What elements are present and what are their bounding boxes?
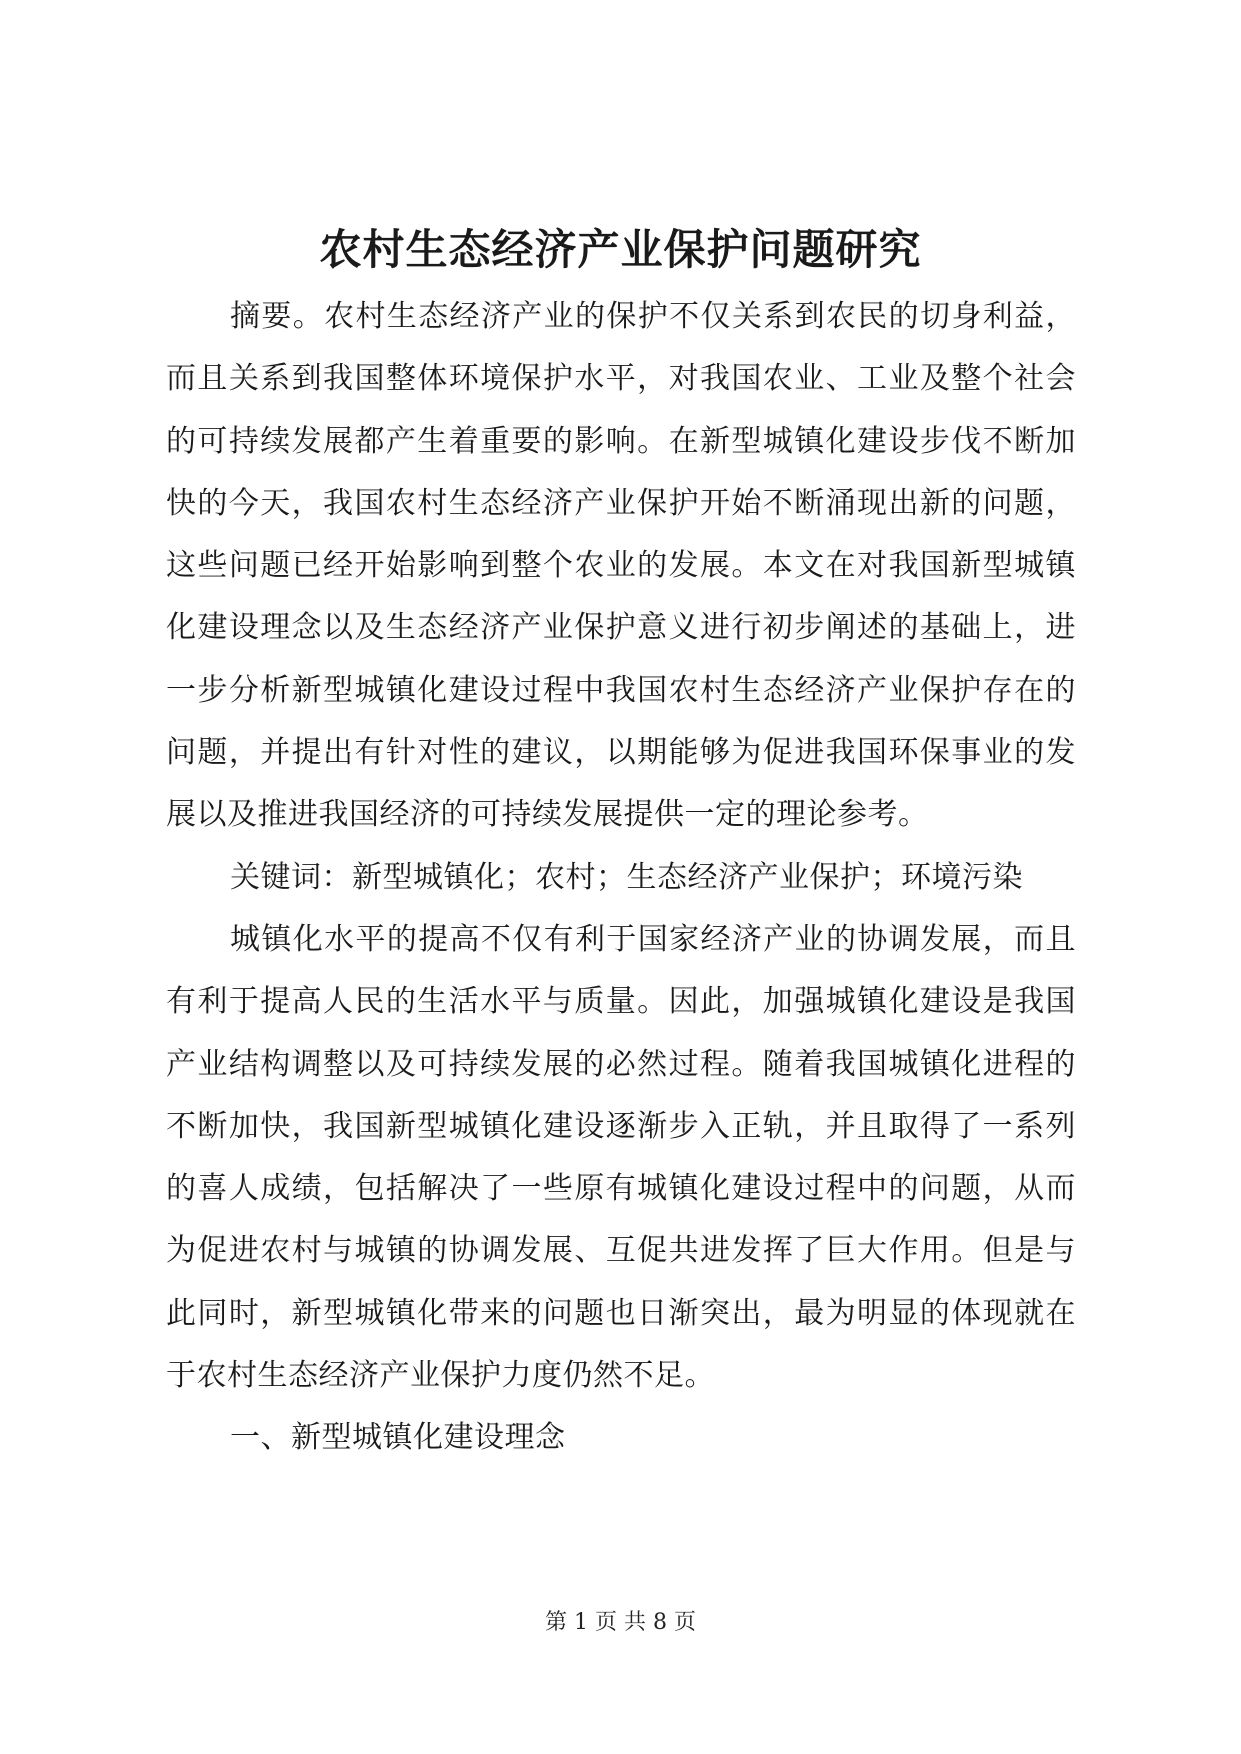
document-body xyxy=(166,286,1076,1470)
intro-paragraph: 城镇化水平的提高不仅有利于国家经济产业的协调发展，而且有利于提高人民的生活水平与质量。因此，加强城镇化建设是我国产业结构调整以及可持续发展的必然过程。随着我国城镇化进程的不断加快，我国新型城镇化建设逐渐步入正轨，并且取得了一系列的喜人成绩，包括解决了一些原有城镇化建设过程中的问题，从而为促进农村与城镇的协调发展、互促共进发挥了巨大作用。但是与此同时，新型城镇化带来的问题也日渐突出，最为明显的体现就在于农村生态经济产业保护力度仍然不足。 xyxy=(166,921,1076,1394)
section-heading: 一、新型城镇化建设理念 xyxy=(230,1420,566,1456)
abstract-paragraph: 摘要。农村生态经济产业的保护不仅关系到农民的切身利益，而且关系到我国整体环境保护水平，对我国农业、工业及整个社会的可持续发展都产生着重要的影响。在新型城镇化建设步伐不断加快的今天，我国农村生态经济产业保护开始不断涌现出新的问题，这些问题已经开始影响到整个农业的发展。本文在对我国新型城镇化建设理念以及生态经济产业保护意义进行初步阐述的基础上，进一步分析新型城镇化建设过程中我国农村生态经济产业保护存在的问题，并提出有针对性的建议，以期能够为促进我国环保事业的发展以及推进我国经济的可持续发展提供一定的理论参考。 xyxy=(166,299,1076,833)
document-title: 农村生态经济产业保护问题研究 xyxy=(319,225,922,274)
keywords-paragraph: 关键词：新型城镇化；农村；生态经济产业保护；环境污染 xyxy=(230,859,1023,895)
page-footer: 第 1 页 共 8 页 xyxy=(545,1610,696,1635)
